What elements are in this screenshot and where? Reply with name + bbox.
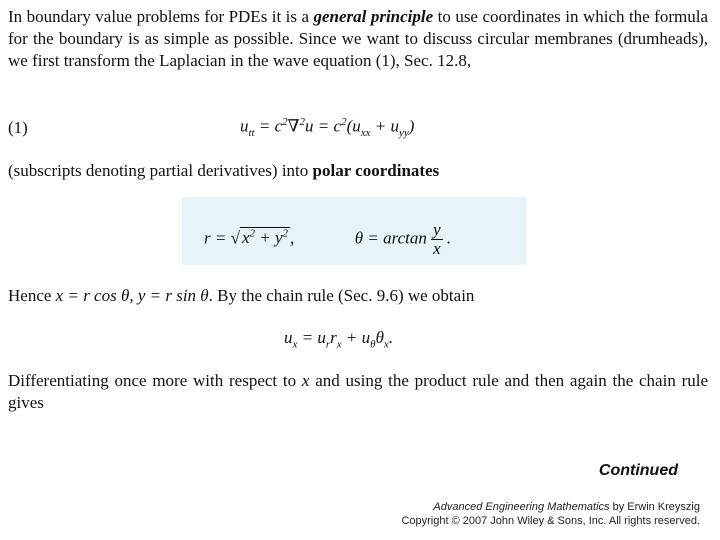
equation-1-label: (1) bbox=[8, 118, 28, 137]
general-principle-emphasis: general principle bbox=[313, 7, 434, 26]
chain-rule-equation: $u_x = u_rr_x + u_\theta\theta_x$. bbox=[284, 328, 394, 351]
polar-equations: r = √ $x^2 + y^2$ , θ = arctan $\frac{y}{x}$ . bbox=[204, 220, 452, 258]
differentiating-paragraph: Differentiating once more with respect to x and using the product rule and then again the chain rule gives bbox=[8, 371, 709, 412]
hence-paragraph: Hence x = r cos θ, y = r sin θ. By the chain rule (Sec. 9.6) we obtain bbox=[8, 286, 475, 305]
y-over-x-fraction: $\frac{y}{x}$ bbox=[433, 220, 441, 258]
intro-text-start: In boundary value problems for PDEs it is a bbox=[8, 7, 314, 26]
polar-coordinates-bold: polar coordinates bbox=[312, 161, 440, 180]
square-root: √ $x^2 + y^2$ bbox=[230, 227, 289, 248]
copyright-line: Copyright © 2007 John Wiley & Sons, Inc. All rights reserved. bbox=[401, 515, 700, 527]
intro-paragraph bbox=[8, 6, 708, 72]
polar-intro-text: (subscripts denoting partial derivatives) into bbox=[8, 161, 313, 180]
wave-equation: $u_{tt} = c^2\nabla^2u = c^2(u_{xx} + u_{yy})$ bbox=[240, 116, 415, 140]
copyright-credit bbox=[401, 500, 700, 528]
book-credit-line: Advanced Engineering Mathematics by Erwin Kreyszig bbox=[433, 501, 700, 513]
intro-text-end: to use coordinates in which the formula for the boundary is as simple as possible. Since we want to discuss circular membranes (drumheads), we first transform the Laplacian in the wave equation (1), Sec. 12.8, bbox=[8, 7, 708, 70]
continued-label: Continued bbox=[598, 462, 678, 479]
polar-coordinates-box bbox=[182, 197, 526, 265]
cartesian-relations: x = r cos θ, y = r sin θ bbox=[55, 286, 209, 305]
polar-intro-paragraph bbox=[8, 160, 708, 182]
